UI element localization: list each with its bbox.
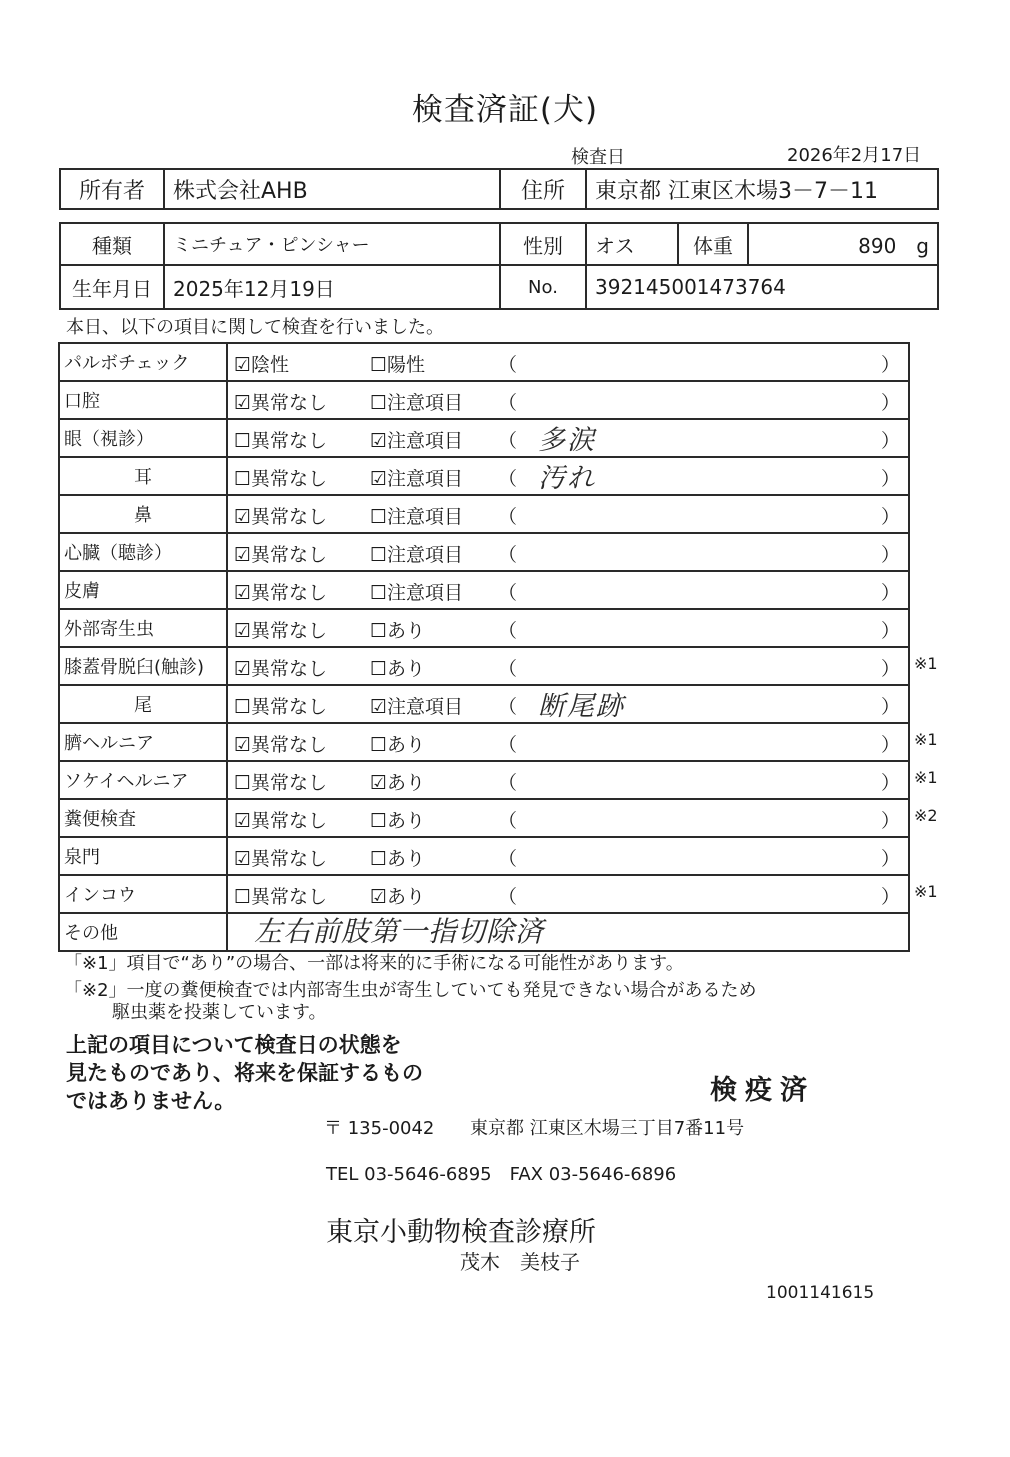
sex-value: オス [586,223,678,265]
option-1: ☑異常なし [234,506,328,528]
item-text: 皮膚 [64,581,100,602]
item-text: パルボチェック [64,353,190,374]
option-1: ☐異常なし [234,696,328,718]
paren-close: ） [880,506,900,528]
item-label [59,495,227,533]
paren-open: （ [498,506,518,528]
paren-close: ） [880,430,900,452]
paren-close: ） [880,544,900,566]
result-cell [227,533,909,571]
option-2: ☐あり [370,620,426,642]
option-2: ☐注意項目 [370,582,464,604]
table-row [59,837,909,875]
handwritten-note: 汚れ [538,463,596,494]
mark-note: ※1 [914,882,938,901]
item-label [59,761,227,799]
paren-open: （ [498,658,518,680]
table-row [59,533,909,571]
breed-value: ミニチュア・ピンシャー [164,223,500,265]
option-2: ☑注意項目 [370,696,464,718]
option-1: ☑異常なし [234,582,328,604]
table-row [59,419,909,457]
item-text: 臍ヘルニア [64,733,154,754]
table-row-other [59,913,909,951]
result-cell [227,913,909,951]
paren-open: （ [498,354,518,376]
handwritten-note: 断尾跡 [538,691,625,722]
paren-close: ） [880,734,900,756]
item-text: 外部寄生虫 [64,619,154,640]
breed-label: 種類 [60,223,164,265]
option-1: ☑異常なし [234,848,328,870]
paren-open: （ [498,392,518,414]
owner-table [59,168,939,210]
item-label [59,685,227,723]
paren-open: （ [498,468,518,490]
table-row [59,761,909,799]
table-row [59,571,909,609]
paren-close: ） [880,772,900,794]
item-text: 膝蓋骨脱臼(触診) [64,657,205,678]
paren-close: ） [880,468,900,490]
option-2: ☑あり [370,886,426,908]
item-text: 鼻 [134,505,152,526]
option-1: ☑異常なし [234,620,328,642]
option-1: ☐異常なし [234,468,328,490]
table-row [59,723,909,761]
option-1: ☑陰性 [234,354,290,376]
table-row [59,381,909,419]
item-text: インコウ [64,885,136,906]
table-row [59,875,909,913]
item-label [59,419,227,457]
table-row [59,495,909,533]
clinic-postal: 〒 135-0042 [324,1118,435,1139]
check-table [58,342,910,952]
option-2: ☐陽性 [370,354,426,376]
clinic-person: 茂木 美枝子 [460,1250,580,1274]
footnote-2-continued: 駆虫薬を投薬しています。 [112,1002,327,1023]
no-label: No. [500,265,586,309]
weight-value: 890 g [748,223,938,265]
mark-note: ※2 [914,806,938,825]
item-label [59,913,227,951]
address-label: 住所 [500,169,586,209]
result-cell [227,495,909,533]
option-1: ☑異常なし [234,658,328,680]
disclaimer-line-3: ではありません。 [66,1089,236,1113]
option-2: ☐注意項目 [370,392,464,414]
footnote-2: 「※2」一度の糞便検査では内部寄生虫が寄生していても発見できない場合があるため [64,980,757,1001]
paren-open: （ [498,430,518,452]
disclaimer-line-1: 上記の項目について検査日の状態を [66,1033,402,1057]
table-row [59,647,909,685]
paren-close: ） [880,810,900,832]
clinic-tel-fax: TEL 03-5646-6895 FAX 03-5646-6896 [326,1164,677,1185]
option-1: ☐異常なし [234,430,328,452]
pet-info-table [59,222,939,310]
intro-text: 本日、以下の項目に関して検査を行いました。 [66,317,444,338]
item-label [59,647,227,685]
sex-label: 性別 [500,223,586,265]
option-2: ☐注意項目 [370,506,464,528]
item-text: 眼（視診） [64,429,154,450]
result-cell [227,457,909,495]
paren-open: （ [498,544,518,566]
item-label [59,343,227,381]
item-text: その他 [64,923,118,944]
result-cell [227,343,909,381]
weight-label: 体重 [678,223,748,265]
option-2: ☑注意項目 [370,430,464,452]
option-2: ☑あり [370,772,426,794]
footnote-1: 「※1」項目で“あり”の場合、一部は将来的に手術になる可能性があります。 [64,953,684,974]
address-value: 東京都 江東区木場3－7－11 [586,169,938,209]
item-label [59,381,227,419]
table-row [59,799,909,837]
paren-open: （ [498,582,518,604]
result-cell [227,647,909,685]
result-cell [227,799,909,837]
paren-close: ） [880,392,900,414]
paren-close: ） [880,620,900,642]
document-serial: 1001141615 [766,1283,875,1303]
item-label [59,875,227,913]
item-text: ソケイヘルニア [64,771,189,792]
result-cell [227,723,909,761]
paren-close: ） [880,696,900,718]
paren-close: ） [880,582,900,604]
paren-open: （ [498,810,518,832]
result-cell [227,419,909,457]
item-label [59,723,227,761]
item-label [59,837,227,875]
item-text: 泉門 [64,847,100,868]
result-cell [227,875,909,913]
owner-value: 株式会社AHB [164,169,500,209]
table-row [59,685,909,723]
item-label [59,571,227,609]
paren-open: （ [498,696,518,718]
option-1: ☑異常なし [234,810,328,832]
item-text: 耳 [134,467,152,488]
paren-close: ） [880,848,900,870]
paren-open: （ [498,734,518,756]
result-cell [227,381,909,419]
paren-close: ） [880,886,900,908]
option-2: ☐あり [370,848,426,870]
table-row [59,343,909,381]
item-text: 尾 [134,695,152,716]
option-2: ☐あり [370,810,426,832]
option-2: ☑注意項目 [370,468,464,490]
clinic-name: 東京小動物検査診療所 [326,1217,596,1248]
option-1: ☐異常なし [234,772,328,794]
mark-note: ※1 [914,768,938,787]
result-cell [227,571,909,609]
clinic-address: 東京都 江東区木場三丁目7番11号 [470,1118,745,1139]
option-1: ☑異常なし [234,734,328,756]
option-1: ☑異常なし [234,392,328,414]
mark-note: ※1 [914,654,938,673]
disclaimer-line-2: 見たものであり、将来を保証するもの [66,1061,423,1085]
owner-label: 所有者 [60,169,164,209]
item-text: 糞便検査 [64,809,136,830]
result-cell [227,685,909,723]
item-label [59,533,227,571]
mark-note: ※1 [914,730,938,749]
item-label [59,799,227,837]
item-text: 心臓（聴診） [64,543,172,564]
birth-value: 2025年12月19日 [164,265,500,309]
option-1: ☑異常なし [234,544,328,566]
result-cell [227,761,909,799]
document-title: 検査済証(犬) [411,92,599,128]
paren-close: ） [880,658,900,680]
result-cell [227,837,909,875]
result-cell [227,609,909,647]
option-1: ☐異常なし [234,886,328,908]
paren-open: （ [498,848,518,870]
paren-open: （ [498,886,518,908]
item-text: 口腔 [64,391,100,412]
option-2: ☐注意項目 [370,544,464,566]
table-row [59,457,909,495]
paren-open: （ [498,620,518,642]
inspection-stamp: 検疫済 [710,1075,815,1106]
handwritten-note: 左右前肢第一指切除済 [254,915,545,948]
option-2: ☐あり [370,658,426,680]
table-row [59,609,909,647]
birth-label: 生年月日 [60,265,164,309]
inspection-date: 2026年2月17日 [787,145,922,166]
paren-open: （ [498,772,518,794]
item-label [59,609,227,647]
handwritten-note: 多涙 [538,425,596,456]
paren-close: ） [880,354,900,376]
inspection-date-label: 検査日 [571,147,625,168]
option-2: ☐あり [370,734,426,756]
no-value: 392145001473764 [586,265,938,309]
item-label [59,457,227,495]
